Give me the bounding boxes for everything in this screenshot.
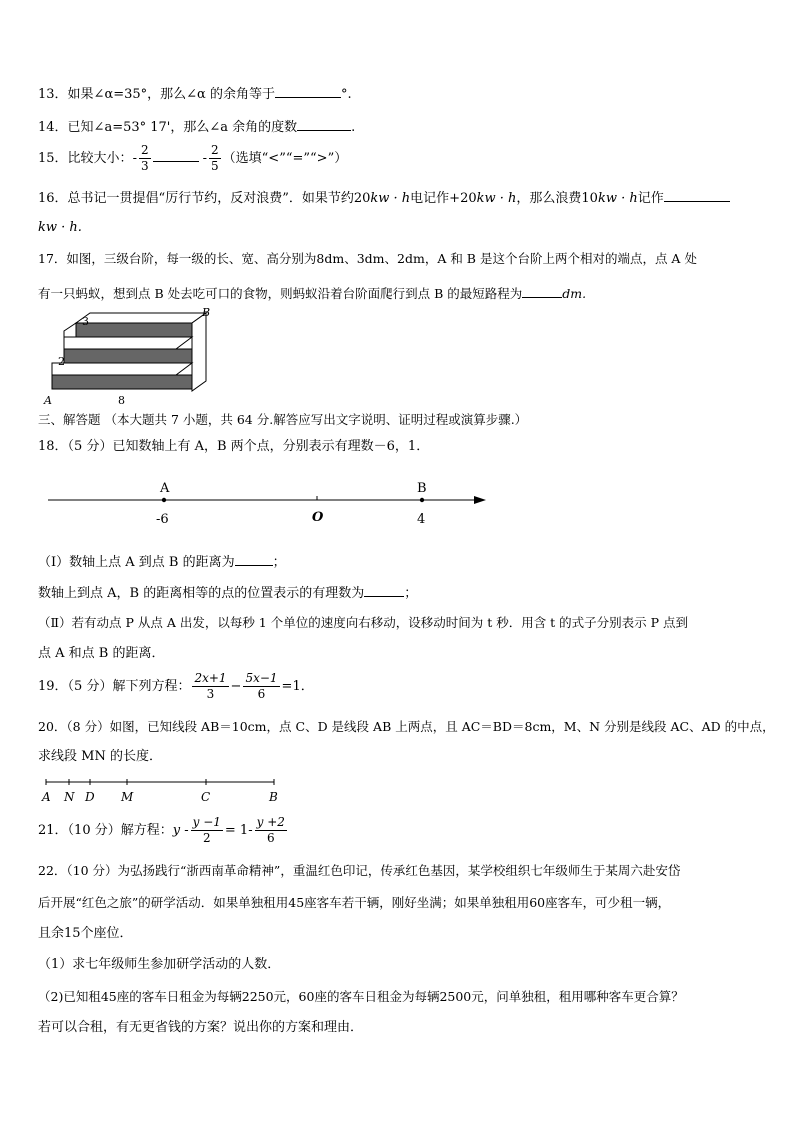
answer-blank[interactable] (522, 283, 562, 298)
label-C: C (201, 790, 211, 804)
label-A: A (42, 790, 51, 804)
equation-rhs: =1． (281, 679, 314, 694)
question-text: ，那么浪费10 (516, 191, 598, 206)
question-hint: （选填“<”“=”“>”） (222, 151, 348, 166)
answer-blank[interactable] (235, 551, 273, 566)
numerator: y +2 (256, 815, 285, 829)
question-22-sub2-line1: （2)已知租45座的客车日租金为每辆2250元，60座的客车日租金为每辆2500元，问单独租，租用哪种客车更合算？ (38, 989, 684, 1004)
question-16 (38, 187, 730, 208)
question-20-line1 (38, 718, 775, 736)
minus-sign: − (230, 679, 242, 694)
question-text: 总书记一贯提倡“厉行节约，反对浪费”．如果节约20 (67, 191, 371, 206)
question-number: 21． (38, 823, 68, 838)
question-number: 17． (38, 251, 67, 266)
fraction-2x-plus-1-over-3 (192, 671, 228, 702)
question-18-part1b (38, 582, 417, 603)
label-B: B (202, 306, 211, 319)
question-21 (38, 814, 289, 848)
question-16-unit-line: kw · h. (38, 220, 82, 235)
point-A (162, 498, 166, 502)
value-B: 4 (417, 512, 426, 527)
question-text: 数轴上到点 A，B 的距离相等的点的位置表示的有理数为 (38, 586, 365, 601)
question-text: （5 分）已知数轴上有 A，B 两个点，分别表示有理数－6，1． (67, 439, 430, 454)
question-text: 电记作+20 (410, 191, 477, 206)
minus-sign: - (202, 151, 208, 166)
question-number: 13． (38, 87, 68, 102)
question-18-part2-line1: （Ⅱ）若有动点 P 从点 A 出发，以每秒 1 个单位的速度向右移动，设移动时间为 t 秒．用含 t 的式子分别表示 P 点到 (38, 615, 689, 630)
unit-kwh: kw · h (370, 191, 411, 206)
label-N: N (64, 790, 75, 804)
denominator: 5 (211, 159, 219, 173)
question-text: （8 分）如图，已知线段 AB＝10cm，点 C、D 是线段 AB 上两点，且 AC＝BD＝8cm，M、N 分别是线段 AC、AD 的中点， (66, 719, 775, 734)
fraction-2-3 (139, 143, 151, 174)
question-text-end: . (351, 120, 356, 135)
fraction-5x-minus-1-over-6 (243, 671, 279, 702)
question-19 (38, 670, 314, 704)
question-18-part2-line2: 点 A 和点 B 的距离． (38, 646, 165, 661)
stairs-figure (36, 305, 226, 409)
section-3-heading: 三、解答题 （本大题共 7 小题，共 64 分.解答应写出文字说明、证明过程或演算步骤.） (38, 412, 528, 427)
question-text: （10 分）解方程： (67, 823, 173, 838)
question-text-end: dm. (562, 286, 587, 301)
label-A: A (44, 394, 52, 407)
minus-sign: - (132, 151, 137, 166)
denominator: 2 (202, 831, 211, 845)
question-18 (38, 438, 429, 456)
label-8: 8 (118, 394, 125, 407)
question-14 (38, 116, 355, 137)
denominator: 6 (266, 831, 275, 845)
question-15 (38, 142, 347, 176)
denominator: 6 (257, 687, 266, 701)
label-3: 3 (82, 315, 89, 328)
label-2: 2 (58, 355, 65, 368)
label-B: B (417, 481, 427, 496)
question-text: （Ⅰ）数轴上点 A 到点 B 的距离为 (38, 555, 235, 570)
fraction-y-minus-1-over-2 (191, 815, 223, 846)
equation-lhs: y - (172, 823, 189, 838)
answer-blank[interactable] (297, 116, 351, 131)
question-20-line2: 求线段 MN 的长度． (38, 749, 162, 764)
question-number: 14． (38, 120, 68, 135)
label-M: M (121, 790, 134, 804)
question-text: 有一只蚂蚁，想到点 B 处去吃可口的食物，则蚂蚁沿着台阶面爬行到点 B 的最短路程为 (38, 286, 523, 301)
question-22-sub2-line2: 若可以合租，有无更省钱的方案？说出你的方案和理由． (38, 1020, 364, 1035)
value-A: -6 (156, 512, 169, 527)
question-22-line2: 后开展“红色之旅”的研学活动．如果单独租用45座客车若干辆，刚好坐满；如果单独租用60座客车，可少租一辆， (38, 895, 671, 910)
label-origin: O (312, 510, 324, 525)
numerator: y −1 (192, 815, 221, 829)
point-B (420, 498, 424, 502)
question-18-part1 (38, 551, 286, 572)
question-text: 如图，三级台阶，每一级的长、宽、高分别为8dm、3dm、2dm，A 和 B 是这个台阶上两个相对的端点，点 A 处 (66, 251, 697, 266)
question-text: 记作 (637, 191, 664, 206)
punctuation: ； (404, 586, 418, 601)
question-13 (38, 83, 352, 104)
question-text: 已知∠a=53° 17'，那么∠a 余角的度数 (67, 120, 298, 135)
question-number: 22． (38, 863, 67, 878)
unit-kwh: kw · h (597, 191, 638, 206)
numerator: 5x−1 (245, 671, 278, 685)
question-22-sub1: （1）求七年级师生参加研学活动的人数． (38, 957, 281, 972)
fraction-2-5 (209, 143, 221, 174)
answer-blank[interactable] (364, 582, 404, 597)
question-text: （5 分）解下列方程： (67, 679, 191, 694)
segment-figure (40, 774, 280, 804)
label-B: B (269, 790, 278, 804)
answer-blank[interactable] (153, 147, 199, 162)
question-number: 19． (38, 679, 68, 694)
answer-blank[interactable] (275, 83, 341, 98)
unit-kwh: kw · h (476, 191, 517, 206)
numerator: 2 (140, 143, 149, 157)
numerator: 2 (211, 143, 219, 157)
question-17-line2 (38, 283, 586, 303)
question-number: 20． (38, 719, 67, 734)
numerator: 2x+1 (194, 671, 227, 685)
answer-blank[interactable] (664, 187, 730, 202)
fraction-y-plus-2-over-6 (255, 815, 287, 846)
question-number: 15． (38, 151, 68, 166)
question-text: 比较大小： (67, 151, 133, 166)
question-22-line3: 且余15个座位． (38, 926, 133, 941)
question-text: （10 分）为弘扬践行“浙西南革命精神”，重温红色印记，传承红色基因，某学校组织七年级师生于某周六赴安岱 (66, 863, 681, 878)
question-22-line1 (38, 862, 680, 880)
label-A: A (160, 481, 170, 496)
label-D: D (85, 790, 95, 804)
equation-mid: = 1- (224, 823, 253, 838)
question-text-end: °. (340, 87, 352, 102)
question-number: 18． (38, 439, 68, 454)
question-text: 如果∠α=35°，那么∠α 的余角等于 (67, 87, 275, 102)
number-line (44, 476, 494, 528)
denominator: 3 (140, 159, 149, 173)
question-17-line1 (38, 250, 697, 268)
question-number: 16． (38, 191, 68, 206)
denominator: 3 (206, 687, 215, 701)
punctuation: ； (272, 555, 286, 570)
